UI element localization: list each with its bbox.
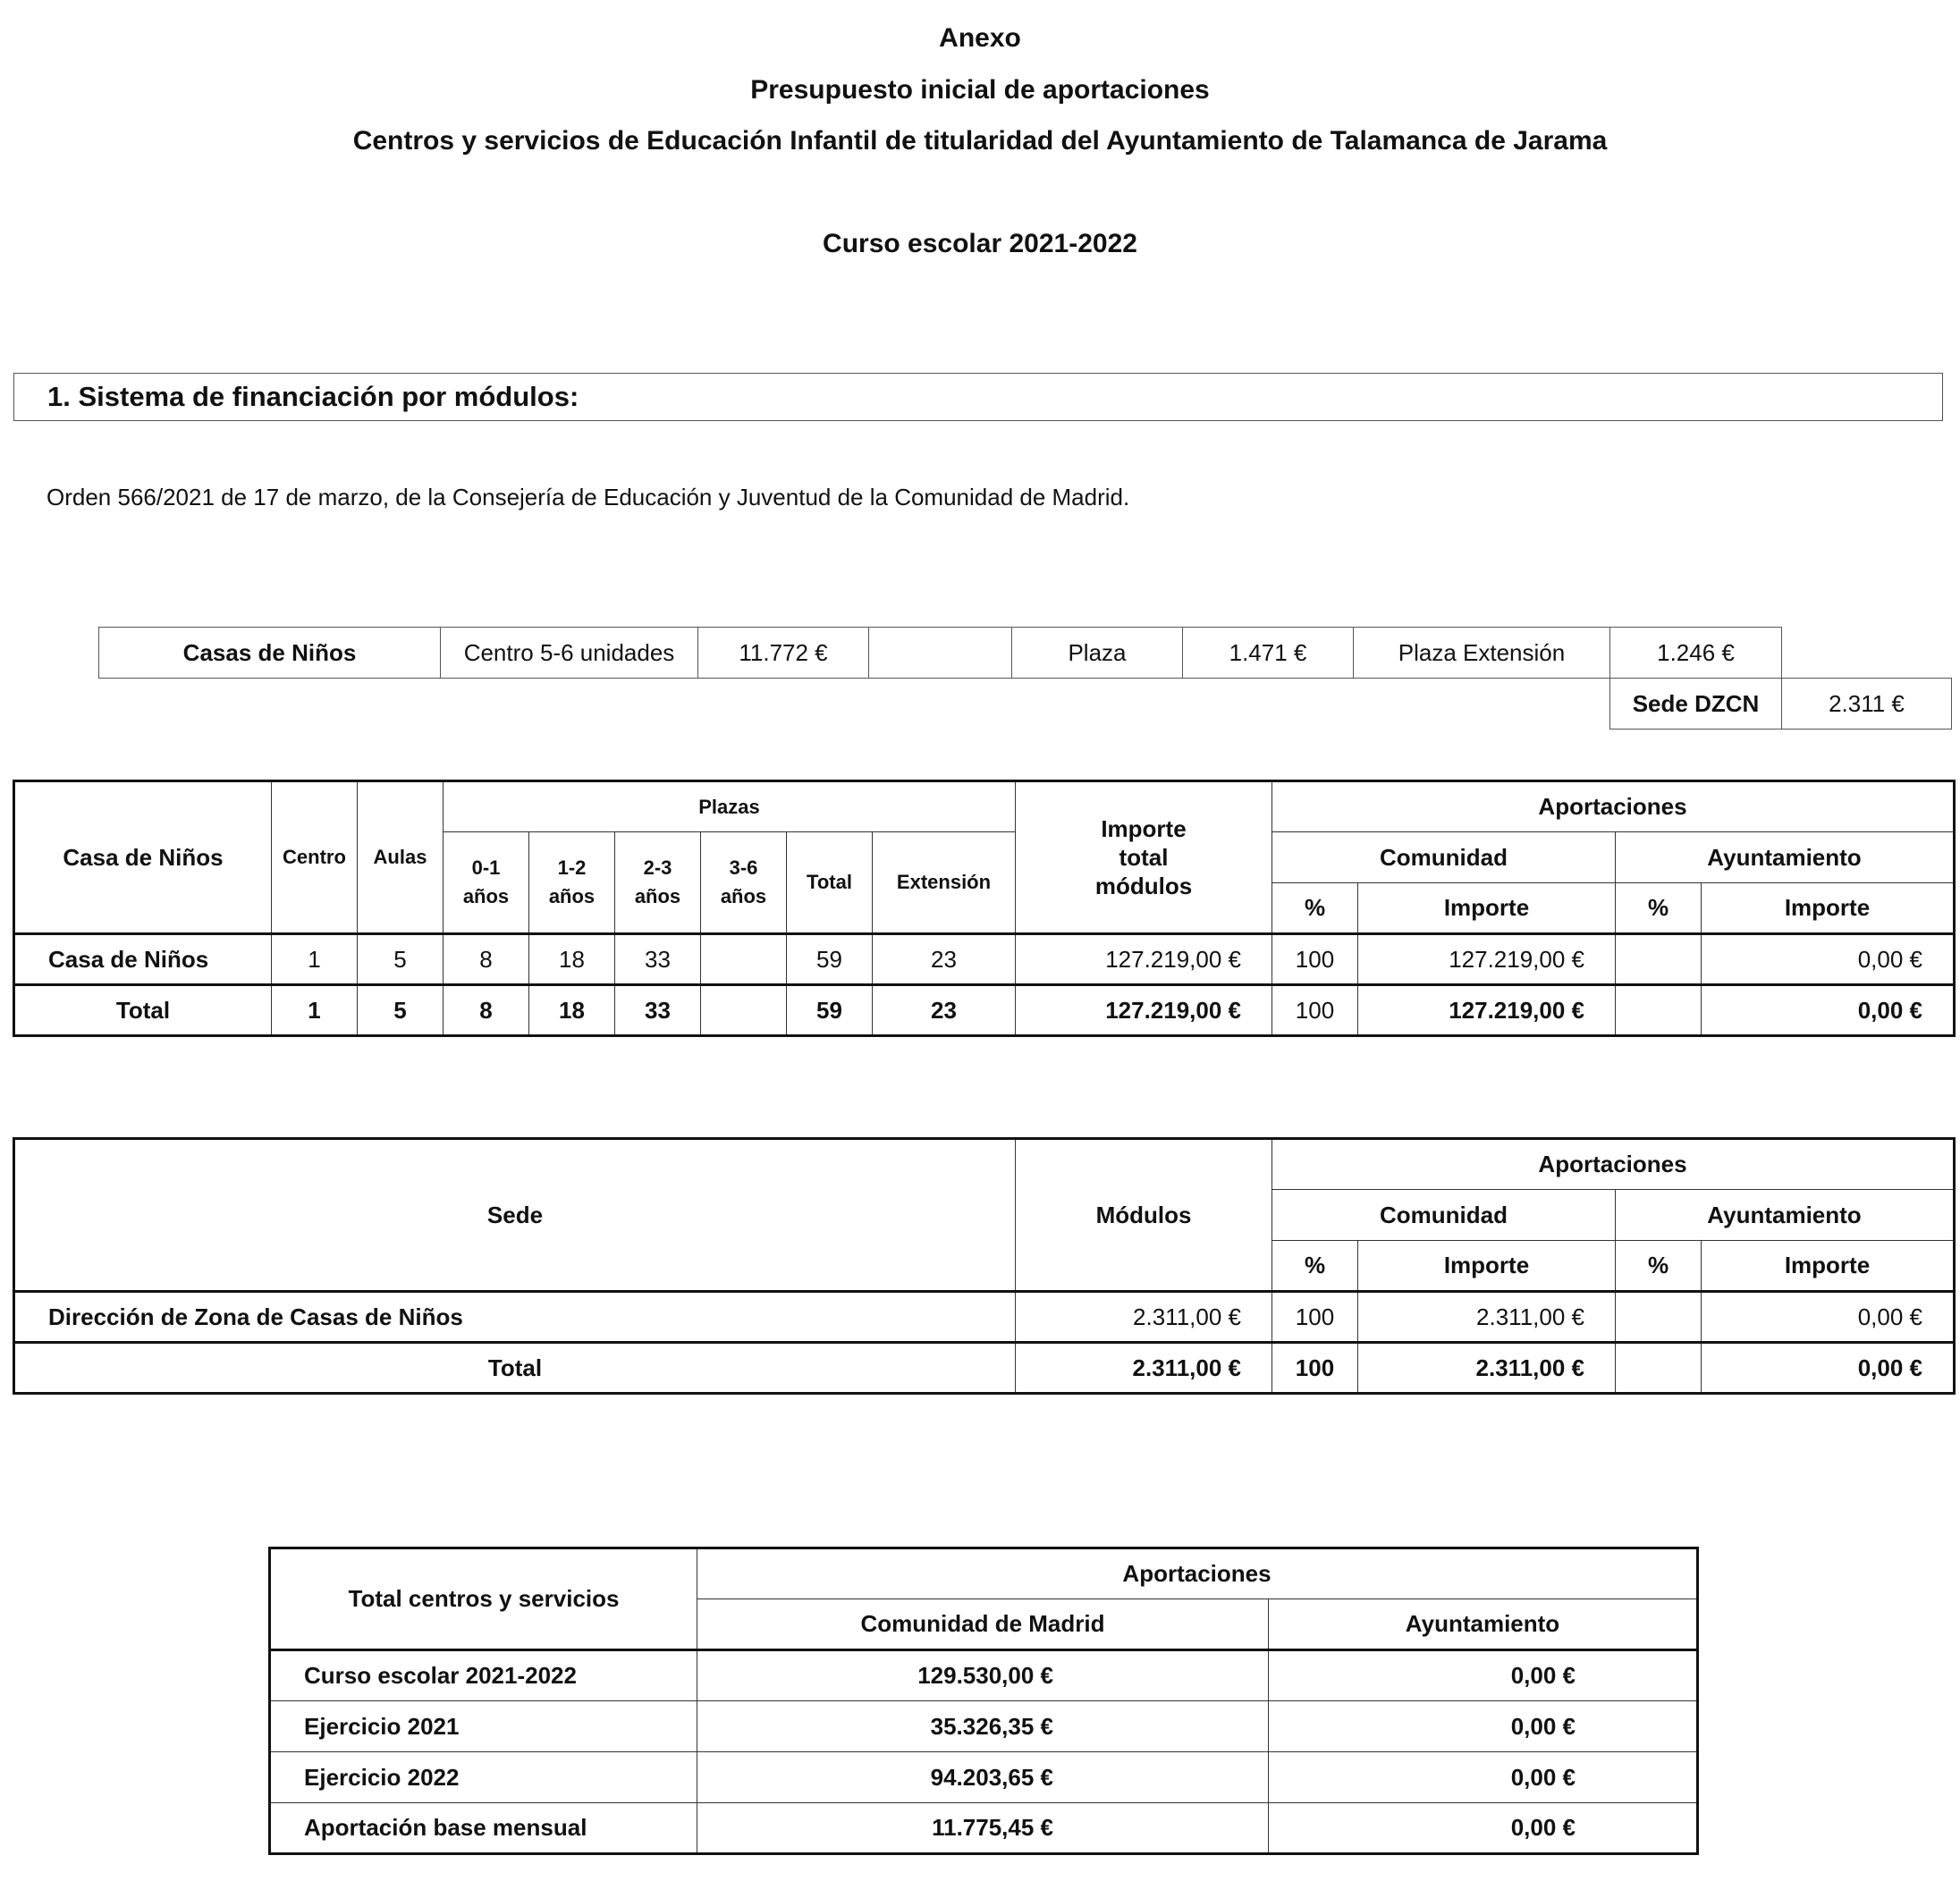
col-header-comunidad: Comunidad <box>1272 1190 1616 1241</box>
col-header-aulas: Aulas <box>358 781 444 934</box>
col-header-total: Total <box>787 832 873 934</box>
col-header-com-importe: Importe <box>1358 1241 1616 1292</box>
module-rates-table <box>98 627 1952 730</box>
table-total-row: Total 2.311,00 € 100 2.311,00 € 0,00 € <box>14 1343 1955 1394</box>
rate-extension-label: Plaza Extensión <box>1354 628 1610 679</box>
col-header-age-2-3: 2-3 años <box>615 832 701 934</box>
col-header-ayto-importe: Importe <box>1702 1241 1955 1292</box>
col-header-plazas: Plazas <box>444 781 1016 832</box>
table-row: Dirección de Zona de Casas de Niños 2.311,00 € 100 2.311,00 € 0,00 € <box>14 1292 1955 1343</box>
table-row: Curso escolar 2021-2022 129.530,00 € 0,00 € <box>270 1650 1698 1701</box>
col-header-modulos: Módulos <box>1016 1139 1272 1292</box>
rate-centro-value: 11.772 € <box>698 628 869 679</box>
col-header-age-1-2: 1-2 años <box>529 832 615 934</box>
doc-title: Presupuesto inicial de aportaciones <box>750 75 1210 105</box>
col-header-age-0-1: 0-1 años <box>444 832 529 934</box>
rate-plaza-label: Plaza <box>1012 628 1183 679</box>
rate-plaza-value: 1.471 € <box>1183 628 1354 679</box>
col-header-ayuntamiento: Ayuntamiento <box>1269 1599 1698 1650</box>
col-header-com-pct: % <box>1272 1241 1358 1292</box>
col-header-aportaciones: Aportaciones <box>697 1548 1698 1599</box>
rate-blank <box>869 628 1012 679</box>
col-header-age-3-6: 3-6 años <box>701 832 787 934</box>
col-header-centro: Centro <box>272 781 358 934</box>
rates-label: Casas de Niños <box>99 628 441 679</box>
col-header-comunidad-madrid: Comunidad de Madrid <box>697 1599 1269 1650</box>
col-header-com-pct: % <box>1272 883 1358 934</box>
col-header-ayto-pct: % <box>1616 1241 1702 1292</box>
section-heading: 1. Sistema de financiación por módulos: <box>13 373 1943 421</box>
rate-centro-label: Centro 5-6 unidades <box>441 628 698 679</box>
doc-subtitle: Centros y servicios de Educación Infantil de titularidad del Ayuntamiento de Talamanca de Jarama <box>352 126 1608 156</box>
col-header-ayto-importe: Importe <box>1702 883 1955 934</box>
totals-table <box>268 1547 1699 1855</box>
col-header-ayuntamiento: Ayuntamiento <box>1616 1190 1955 1241</box>
col-header-total-centros: Total centros y servicios <box>270 1548 697 1650</box>
table-row: Casa de Niños 1 5 8 18 33 59 23 127.219,00 € 100 127.219,00 € 0,00 € <box>14 934 1955 985</box>
col-header-comunidad: Comunidad <box>1272 832 1616 883</box>
col-header-ayto-pct: % <box>1616 883 1702 934</box>
rate-extension-value: 1.246 € <box>1610 628 1782 679</box>
col-header-extension: Extensión <box>873 832 1016 934</box>
rate-sede-label: Sede DZCN <box>1610 679 1782 730</box>
table-row: Ejercicio 2022 94.203,65 € 0,00 € <box>270 1752 1698 1803</box>
table-row: Ejercicio 2021 35.326,35 € 0,00 € <box>270 1701 1698 1752</box>
col-header-importe-total: Importe total módulos <box>1016 781 1272 934</box>
casas-ninos-table <box>13 780 1956 1037</box>
col-header-com-importe: Importe <box>1358 883 1616 934</box>
col-header-aportaciones: Aportaciones <box>1272 1139 1955 1190</box>
table-total-row: Total 1 5 8 18 33 59 23 127.219,00 € 100 127.219,00 € 0,00 € <box>14 985 1955 1036</box>
col-header-ayuntamiento: Ayuntamiento <box>1616 832 1955 883</box>
col-header-casa: Casa de Niños <box>14 781 272 934</box>
doc-annex-title: Anexo <box>939 23 1021 53</box>
col-header-sede: Sede <box>14 1139 1016 1292</box>
legal-reference: Orden 566/2021 de 17 de marzo, de la Consejería de Educación y Juventud de la Comunidad de Madrid. <box>46 484 1130 510</box>
school-year: Curso escolar 2021-2022 <box>823 229 1137 258</box>
rate-sede-value: 2.311 € <box>1782 679 1952 730</box>
table-row: Aportación base mensual 11.775,45 € 0,00 € <box>270 1803 1698 1854</box>
col-header-aportaciones: Aportaciones <box>1272 781 1955 832</box>
sede-table <box>13 1137 1956 1395</box>
